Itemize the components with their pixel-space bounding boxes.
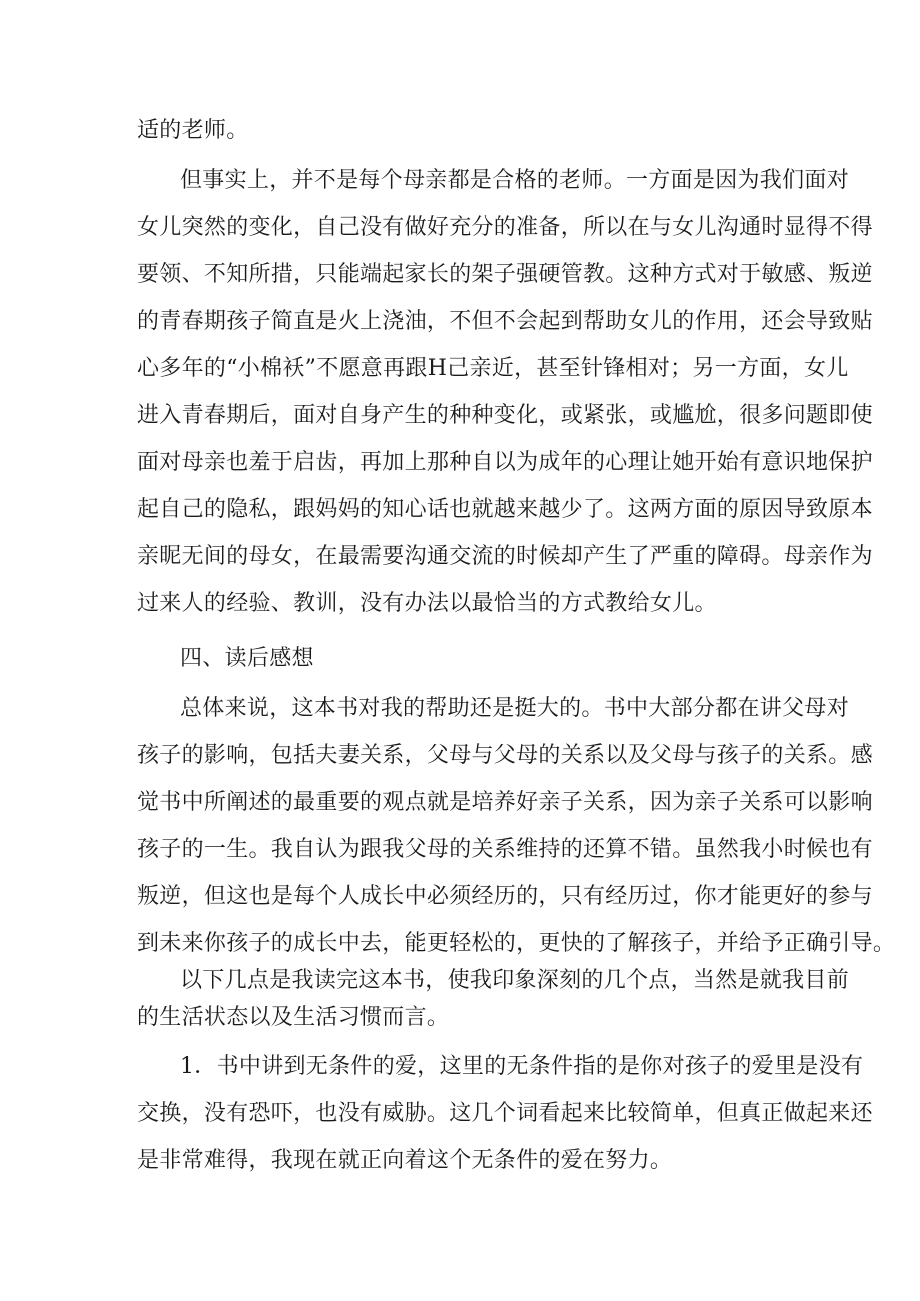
paragraph-line: 女儿突然的变化，自己没有做好充分的准备，所以在与女儿沟通时显得不得 xyxy=(137,215,873,240)
paragraph-line: 亲昵无间的母女，在最需要沟通交流的时候却产生了严重的障碍。母亲作为 xyxy=(137,544,873,569)
paragraph-line: 进入青春期后，面对自身产生的种种变化，或紧张，或尴尬，很多问题即使 xyxy=(137,403,873,428)
paragraph-line: 孩子的影响，包括夫妻关系，父母与父母的关系以及父母与孩子的关系。感 xyxy=(137,743,873,768)
paragraph-line: 以下几点是我读完这本书，使我印象深刻的几个点，当然是就我目前 xyxy=(180,968,850,993)
paragraph-line: 面对母亲也羞于启齿，再加上那种自以为成年的心理让她开始有意识地保护 xyxy=(137,450,873,475)
paragraph-line: 到未来你孩子的成长中去，能更轻松的，更快的了解孩子，并给予正确引导。 xyxy=(137,931,896,956)
paragraph-line: 叛逆，但这也是每个人成长中必须经历的，只有经历过，你才能更好的参与 xyxy=(137,884,873,909)
paragraph-line: 觉书中所阐述的最重要的观点就是培养好亲子关系，因为亲子关系可以影响 xyxy=(137,790,873,815)
paragraph-line: 适的老师。 xyxy=(137,118,249,143)
list-item-line: 交换，没有恐吓，也没有威胁。这几个词看起来比较简单，但真正做起来还 xyxy=(137,1101,873,1126)
paragraph-line: 要领、不知所措，只能端起家长的架子强硬管教。这种方式对于敏感、叛逆 xyxy=(137,262,873,287)
section-heading: 四、读后感想 xyxy=(180,646,314,671)
paragraph-line: 孩子的一生。我自认为跟我父母的关系维持的还算不错。虽然我小时候也有 xyxy=(137,837,873,862)
list-item-line: 是非常难得，我现在就正向着这个无条件的爱在努力。 xyxy=(137,1148,673,1173)
paragraph-line: 但事实上，并不是每个母亲都是合格的老师。一方面是因为我们面对 xyxy=(180,168,850,193)
list-item-line: 1．书中讲到无条件的爱，这里的无条件指的是你对孩子的爱里是没有 xyxy=(180,1054,864,1079)
paragraph-line: 过来人的经验、教训，没有办法以最恰当的方式教给女儿。 xyxy=(137,591,717,616)
paragraph-line: 起自己的隐私，跟妈妈的知心话也就越来越少了。这两方面的原因导致原本 xyxy=(137,497,873,522)
paragraph-line: 的青春期孩子简直是火上浇油，不但不会起到帮助女儿的作用，还会导致贴 xyxy=(137,309,873,334)
paragraph-line: 心多年的“小棉袄”不愿意再跟H己亲近，甚至针锋相对；另一方面，女儿 xyxy=(137,356,849,381)
paragraph-line: 的生活状态以及生活习惯而言。 xyxy=(137,1005,450,1030)
paragraph-line: 总体来说，这本书对我的帮助还是挺大的。书中大部分都在讲父母对 xyxy=(180,696,850,721)
